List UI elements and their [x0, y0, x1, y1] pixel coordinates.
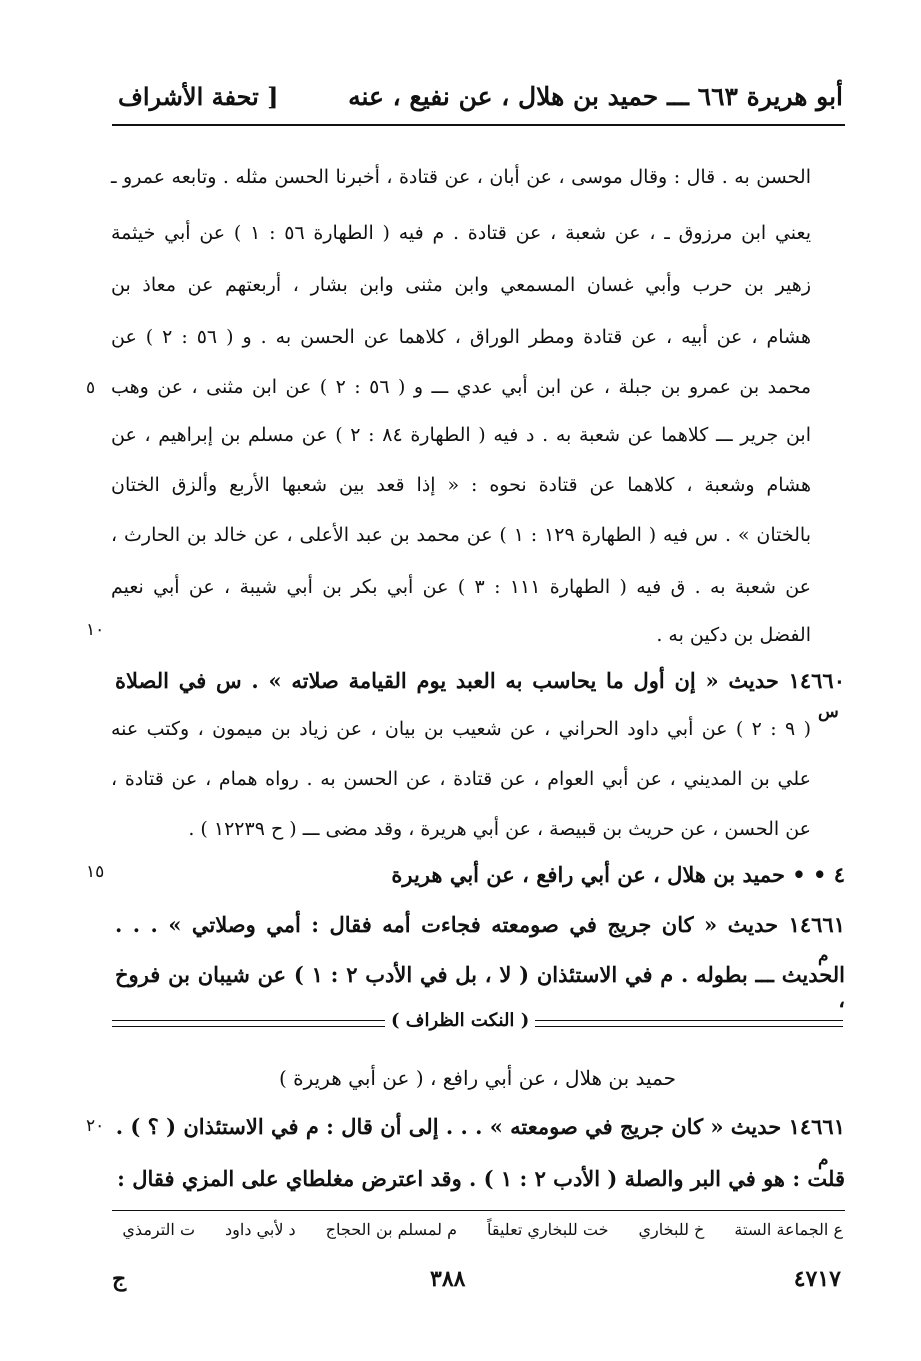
legend-item: م لمسلم بن الحجاج — [325, 1220, 457, 1239]
legend-item: خت للبخاري تعليقاً — [487, 1220, 609, 1239]
text-line: علي بن المديني ، عن أبي العوام ، عن قتادة ، عن الحسن به . رواه همام ، عن قتادة ، — [111, 768, 811, 790]
text-line: عن شعبة به . ق فيه ( الطهارة ١١١ : ٣ ) عن أبي بكر بن أبي شيبة ، عن أبي نعيم — [111, 576, 812, 598]
text-line: محمد بن عمرو بن جبلة ، عن ابن أبي عدي ـــ و ( ٥٦ : ٢ ) عن ابن مثنى ، عن وهب — [111, 376, 812, 398]
hadith-entry-14661: ١٤٦٦١ حديث « كان جريج في صومعته فجاءت أمه فقال : أمي وصلاتي » . . . — [115, 912, 845, 937]
source-mark: م — [818, 946, 829, 966]
legend-item: خ للبخاري — [638, 1220, 705, 1239]
page-number: ٣٨٨ — [430, 1266, 466, 1292]
running-head: أبو هريرة ٦٦٣ ـــ حميد بن هلال ، عن نفيع ، عنه — [348, 82, 843, 111]
legend-item: د لأبي داود — [225, 1220, 296, 1239]
nukat-entry: ١٤٦٦١ حديث « كان جريج في صومعته » . . . إلى أن قال : م في الاستئذان ( ؟ ) . — [115, 1114, 845, 1139]
hadith-entry-14660: ١٤٦٦٠ حديث « إن أول ما يحاسب به العبد يوم القيامة صلاته » . س في الصلاة — [115, 668, 845, 693]
text-line: الحديث ـــ بطوله . م في الاستئذان ( لا ، بل في الأدب ٢ : ١ ) عن شيبان بن فروخ ، — [115, 962, 846, 1012]
legend-item: ت الترمذي — [122, 1220, 196, 1239]
text-line: الفضل بن دكين به . — [656, 624, 811, 646]
divider-label: ( النكت الظراف ) — [385, 1010, 535, 1031]
nukat-note: قلت : هو في البر والصلة ( الأدب ٢ : ١ ) . وقد اعترض مغلطاي على المزي فقال : — [117, 1166, 845, 1191]
header-rule — [112, 124, 845, 126]
chapter-heading — [391, 862, 845, 887]
entry-number: ٤٧١٧ — [793, 1266, 841, 1292]
text-line: ( ٩ : ٢ ) عن أبي داود الحراني ، عن شعيب بن بيان ، عن زياد بن ميمون ، وكتب عنه — [111, 718, 811, 740]
legend-item: ع الجماعة الستة — [734, 1220, 843, 1239]
text-line: يعني ابن مرزوق ـ ، عن شعبة ، عن قتادة . م فيه ( الطهارة ٥٦ : ١ ) عن أبي خيثمة — [111, 222, 811, 244]
source-mark: م — [818, 1150, 829, 1170]
line-number: ١٥ — [86, 862, 105, 882]
book-title: [ تحفة الأشراف — [118, 82, 279, 111]
text-line: عن الحسن ، عن حريث بن قبيصة ، عن أبي هريرة ، وقد مضى ـــ ( ح ١٢٢٣٩ ) . — [188, 818, 811, 840]
footer-rule — [112, 1210, 845, 1211]
text-line: زهير بن حرب وأبي غسان المسمعي وابن مثنى وابن بشار ، أربعتهم عن معاذ بن — [111, 274, 811, 296]
abbreviation-legend — [122, 1220, 843, 1239]
volume-mark: ج — [112, 1266, 127, 1292]
nukat-title: حميد بن هلال ، عن أبي رافع ، ( عن أبي هريرة ) — [278, 1066, 677, 1090]
text-line: ابن جرير ـــ كلاهما عن شعبة به . د فيه ( الطهارة ٨٤ : ٢ ) عن مسلم بن إبراهيم ، عن — [111, 424, 811, 446]
line-number: ٥ — [86, 378, 96, 398]
line-number: ٢٠ — [86, 1116, 105, 1136]
source-mark: س — [818, 702, 839, 722]
text-line: هشام وشعبة ، كلاهما عن قتادة نحوه : « إذا قعد بين شعبها الأربع وألزق الختان — [111, 474, 811, 496]
text-line: الحسن به . قال : وقال موسى ، عن أبان ، عن قتادة ، أخبرنا الحسن مثله . وتابعه عمرو ـ — [111, 166, 811, 188]
text-line: بالختان » . س فيه ( الطهارة ١٢٩ : ١ ) عن محمد بن عبد الأعلى ، عن خالد بن الحارث ، — [111, 524, 811, 546]
line-number: ١٠ — [86, 620, 105, 640]
heading-marker: ٤ • • — [792, 862, 845, 887]
heading-text: حميد بن هلال ، عن أبي رافع ، عن أبي هريرة — [391, 862, 785, 887]
text-line: هشام ، عن أبيه ، عن قتادة ومطر الوراق ، كلاهما عن الحسن به . و ( ٥٦ : ٢ ) عن — [111, 326, 811, 348]
